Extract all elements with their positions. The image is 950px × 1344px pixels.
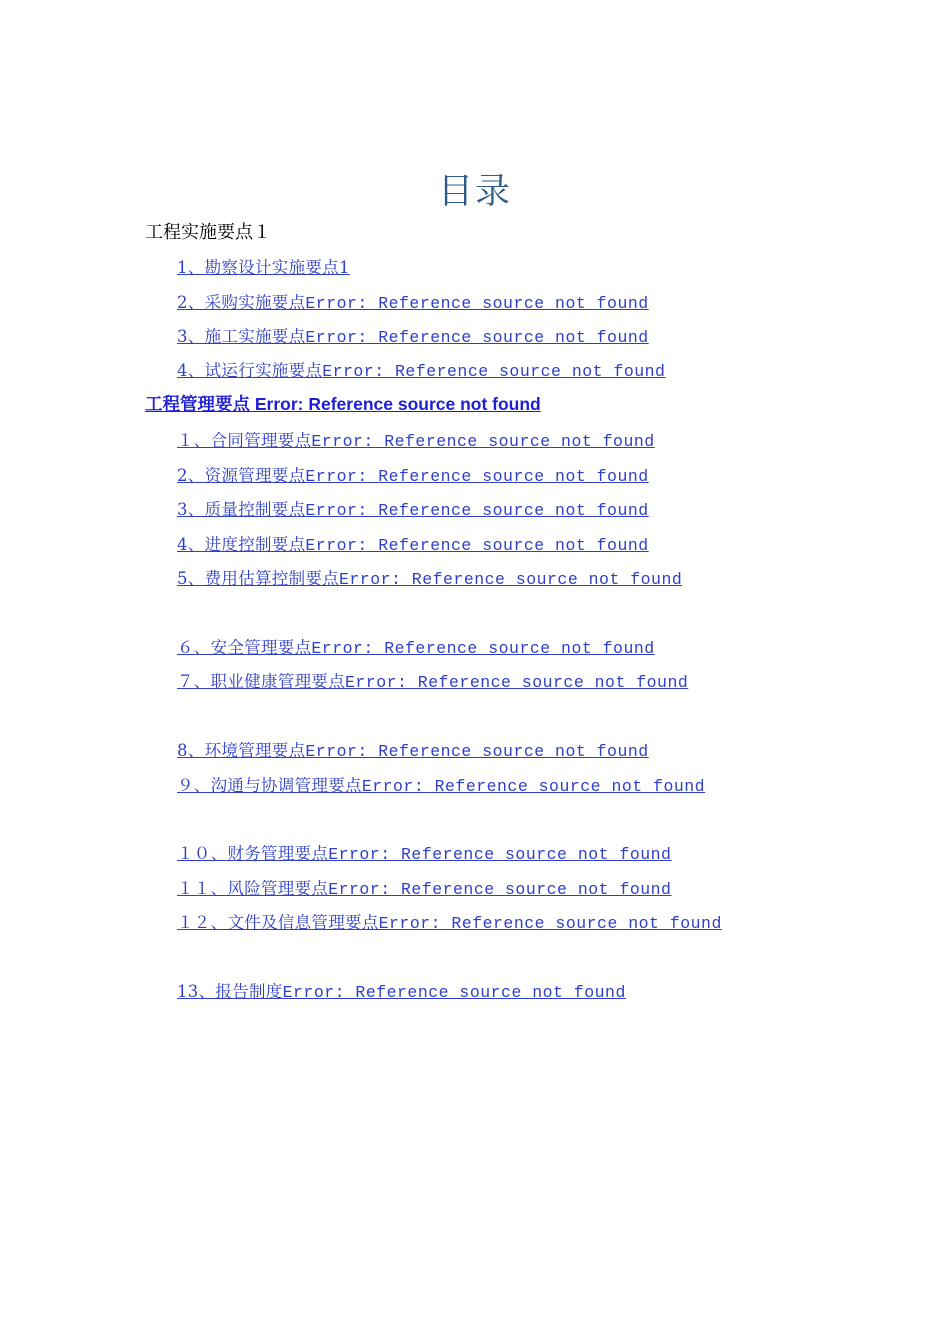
toc-entry-label: １１、风险管理要点 [177,879,329,898]
toc-entry-label: 5、费用估算控制要点 [177,569,339,588]
toc-entry-label: 4、进度控制要点 [177,535,306,554]
toc-entry-page-ref: Error: Reference source not found [345,673,689,692]
toc-entry-label: 8、环境管理要点 [177,741,306,760]
toc-entry-page-ref: Error: Reference source not found [305,467,649,486]
toc-entry-label: 2、采购实施要点 [177,293,306,312]
toc-entry-page-ref: Error: Reference source not found [361,777,706,796]
toc-entry-contract[interactable] [177,427,655,451]
toc-entry-resources[interactable] [177,462,649,486]
toc-entry-construction[interactable] [177,323,649,347]
toc-entry-label: 3、质量控制要点 [177,500,306,519]
toc-entry-trial-operation[interactable] [177,357,665,381]
toc-entry-page-ref: Error: Reference source not found [282,983,626,1002]
toc-entry-page-ref: Error: Reference source not found [311,639,655,658]
toc-entry-label: 3、施工实施要点 [177,327,306,346]
toc-entry-label: ７、职业健康管理要点 [177,672,345,691]
toc-entry-page-ref: Error: Reference source not found [339,570,683,589]
toc-entry-page-ref: Error: Reference source not found [305,501,649,520]
toc-section-implementation[interactable] [145,218,271,244]
toc-entry-page-ref: Error: Reference source not found [328,845,672,864]
toc-entry-schedule[interactable] [177,531,649,555]
toc-entry-quality[interactable] [177,496,649,520]
toc-entry-label: 1、勘察设计实施要点 [177,258,339,277]
toc-section-management[interactable] [145,391,541,416]
toc-entry-label: ６、安全管理要点 [177,638,312,657]
toc-entry-label: １２、文件及信息管理要点 [177,913,379,932]
toc-entry-procurement[interactable] [177,289,649,313]
toc-entry-documents-info[interactable] [177,909,722,933]
toc-entry-page-ref: Error: Reference source not found [322,362,666,381]
toc-entry-finance[interactable] [177,840,671,864]
toc-section-label: 工程管理要点 Error: Reference source not found [145,394,541,414]
toc-entry-cost-estimate[interactable] [177,565,682,589]
toc-entry-label: １、合同管理要点 [177,431,312,450]
toc-entry-communication[interactable] [177,772,705,796]
toc-entry-label: １０、财务管理要点 [177,844,329,863]
toc-entry-page-ref: Error: Reference source not found [311,432,655,451]
toc-entry-occupational-health[interactable] [177,668,688,692]
toc-entry-page-ref: Error: Reference source not found [305,328,649,347]
toc-entry-reporting[interactable] [177,978,626,1002]
toc-entry-page-ref: Error: Reference source not found [305,742,649,761]
toc-entry-label: 13、报告制度 [177,982,283,1001]
toc-entry-label: 4、试运行实施要点 [177,361,323,380]
toc-entry-page-ref: 1 [339,258,350,277]
toc-entry-page-ref: Error: Reference source not found [328,880,672,899]
toc-entry-page-ref: Error: Reference source not found [305,536,649,555]
toc-entry-environment[interactable] [177,737,649,761]
toc-title: 目录 [437,172,512,212]
toc-entry-safety[interactable] [177,634,655,658]
toc-section-label: 工程实施要点１ [145,222,271,243]
toc-entry-page-ref: Error: Reference source not found [305,294,649,313]
toc-entry-page-ref: Error: Reference source not found [378,914,722,933]
toc-entry-survey-design[interactable] [177,254,350,278]
toc-entry-label: ９、沟通与协调管理要点 [177,776,362,795]
toc-entry-label: 2、资源管理要点 [177,466,306,485]
toc-entry-risk[interactable] [177,875,671,899]
